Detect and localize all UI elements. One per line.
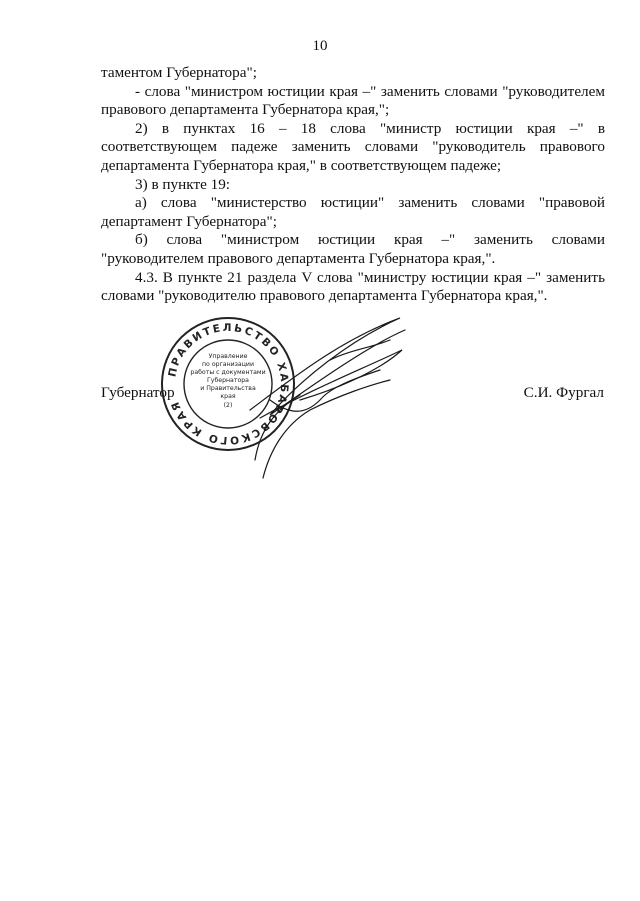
paragraph: - слова "министром юстиции края –" заменить словами "руководителем правового департамента Губернатора края,"; [101,82,605,119]
handwritten-signature [230,300,410,480]
signatory-name: С.И. Фургал [523,384,604,401]
svg-text:Губернатора: Губернатора [207,377,249,384]
page-number: 10 [312,38,328,54]
svg-text:работы с документами: работы с документами [190,369,266,376]
svg-text:по организации: по организации [202,361,254,368]
svg-text:Управление: Управление [208,353,248,360]
paragraph: 2) в пунктах 16 – 18 слова "министр юстиции края –" в соответствующем падеже заменить словами "руководитель правового департамента Губернатора края," в соответствующем падеже; [101,119,605,174]
svg-text:края: края [220,393,236,400]
svg-text:(2): (2) [223,402,233,409]
paragraph: таментом Губернатора"; [101,64,257,81]
signatory-title: Губернатор [101,384,175,401]
svg-text:и Правительства: и Правительства [200,385,256,392]
paragraph: а) слова "министерство юстиции" заменить словами "правовой департамент Губернатора"; [101,194,605,230]
stamp-ring-text: ПРАВИТЕЛЬСТВО ХАБАРОВСКОГО КРАЯ [166,321,291,447]
paragraph: 3) в пункте 19: [135,175,231,193]
document-body [101,64,605,306]
paragraph: 4.3. В пункте 21 раздела V слова "министру юстиции края –" заменить словами "руководителю правового департамента Губернатора края,". [101,268,605,305]
paragraph: б) слова "министром юстиции края –" заменить словами "руководителем правового департамента Губернатора края,". [101,231,605,267]
